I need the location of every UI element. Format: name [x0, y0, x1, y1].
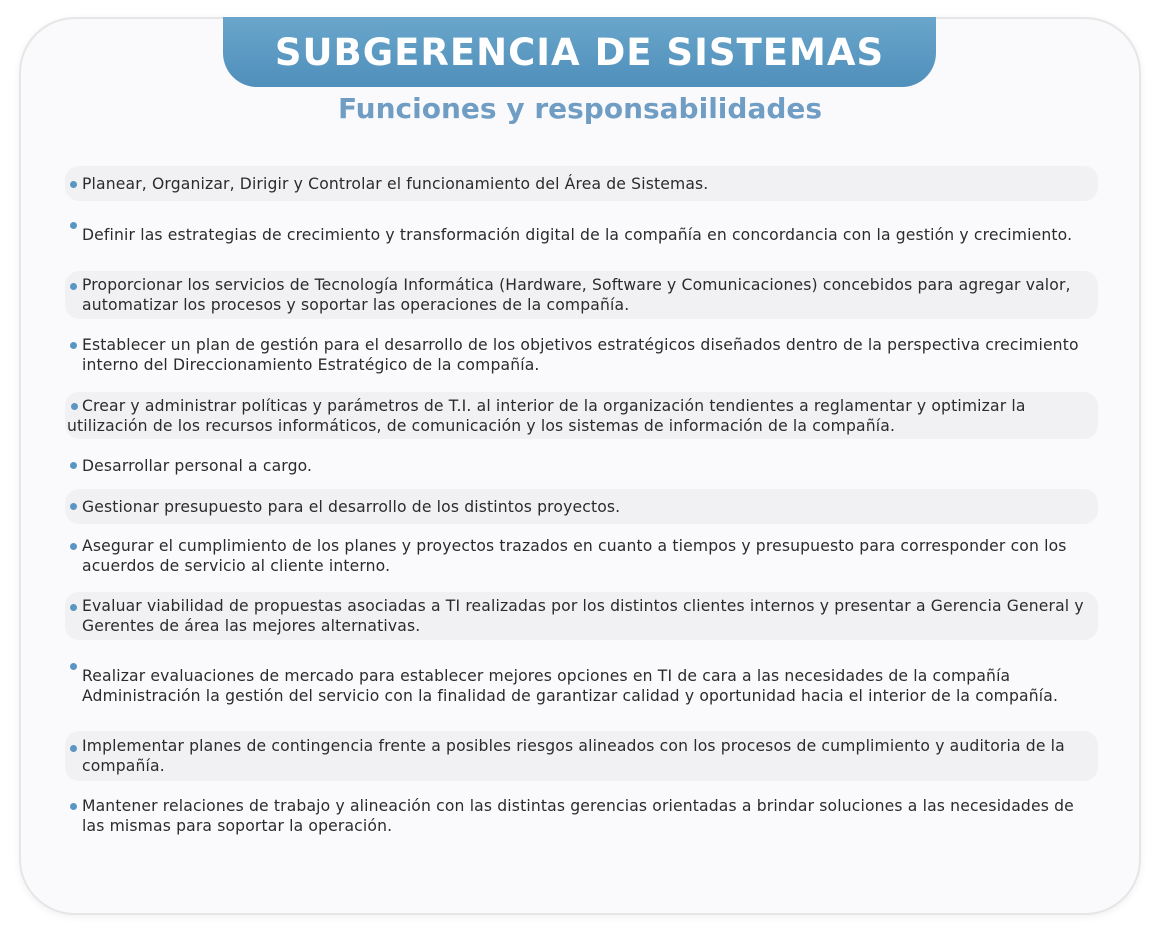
- bullet-icon: [70, 283, 77, 290]
- list-item: [65, 794, 1098, 838]
- bullet-icon: [71, 403, 78, 410]
- bullet-icon: [70, 663, 77, 670]
- list-item-text: Realizar evaluaciones de mercado para establecer mejores opciones en TI de cara a las necesidades de la compañía Administración la gestión del servicio con la finalidad de garantizar calidad y oportunidad hacia el interior de la compañía.: [82, 667, 1059, 705]
- list-item-text: Asegurar el cumplimiento de los planes y proyectos trazados en cuanto a tiempos y presupuesto para corresponder con los acuerdos de servicio al cliente interno.: [82, 537, 1067, 575]
- bullet-icon: [70, 181, 77, 188]
- bullet-icon: [70, 222, 77, 229]
- list-item-text: Definir las estrategias de crecimiento y transformación digital de la compañía en concordancia con la gestión y crecimiento.: [82, 226, 1073, 244]
- page-subtitle: Funciones y responsabilidades: [337, 92, 823, 125]
- list-item: [65, 271, 1098, 319]
- list-item-text: Mantener relaciones de trabajo y alineación con las distintas gerencias orientadas a brindar soluciones a las necesidades de las mismas para soportar la operación.: [82, 797, 1074, 835]
- title-banner: [223, 17, 936, 87]
- list-item-text: Desarrollar personal a cargo.: [82, 457, 313, 475]
- list-item-text: Planear, Organizar, Dirigir y Controlar el funcionamiento del Área de Sistemas.: [82, 174, 709, 193]
- bullet-icon: [70, 503, 77, 510]
- list-item: [65, 452, 1098, 480]
- list-item: [65, 534, 1098, 578]
- list-item-text: Evaluar viabilidad de propuestas asociadas a TI realizadas por los distintos clientes internos y presentar a Gerencia General y Gerentes de área las mejores alternativas.: [82, 597, 1084, 635]
- bullet-icon: [70, 462, 77, 469]
- list-item: [65, 213, 1098, 257]
- list-item: [65, 166, 1098, 201]
- list-item-text: Crear y administrar políticas y parámetros de T.I. al interior de la organización tendientes a reglamentar y optimizar la utilización de los recursos informáticos, de comunicación y los sistemas de información de la compañía.: [67, 396, 1026, 435]
- list-item-text: Implementar planes de contingencia frente a posibles riesgos alineados con los procesos de cumplimiento y auditoria de la compañía.: [82, 737, 1065, 775]
- list-item: [65, 333, 1098, 377]
- list-item: [65, 654, 1098, 718]
- list-item: [65, 392, 1098, 439]
- bullet-icon: [70, 604, 77, 611]
- list-item-text: Gestionar presupuesto para el desarrollo de los distintos proyectos.: [82, 497, 621, 516]
- bullet-icon: [70, 543, 77, 550]
- list-item-text: Establecer un plan de gestión para el desarrollo de los objetivos estratégicos diseñados dentro de la perspectiva crecimiento interno del Direccionamiento Estratégico de la compañía.: [82, 336, 1079, 374]
- list-item: [65, 489, 1098, 524]
- page-title: SUBGERENCIA DE SISTEMAS: [274, 30, 885, 74]
- list-item-text: Proporcionar los servicios de Tecnología Informática (Hardware, Software y Comunicaciones) concebidos para agregar valor, automatizar los procesos y soportar las operaciones de la compañía.: [82, 276, 1071, 314]
- bullet-icon: [70, 745, 77, 752]
- bullet-icon: [70, 342, 77, 349]
- list-item: [65, 731, 1098, 781]
- bullet-icon: [70, 803, 77, 810]
- list-item: [65, 592, 1098, 640]
